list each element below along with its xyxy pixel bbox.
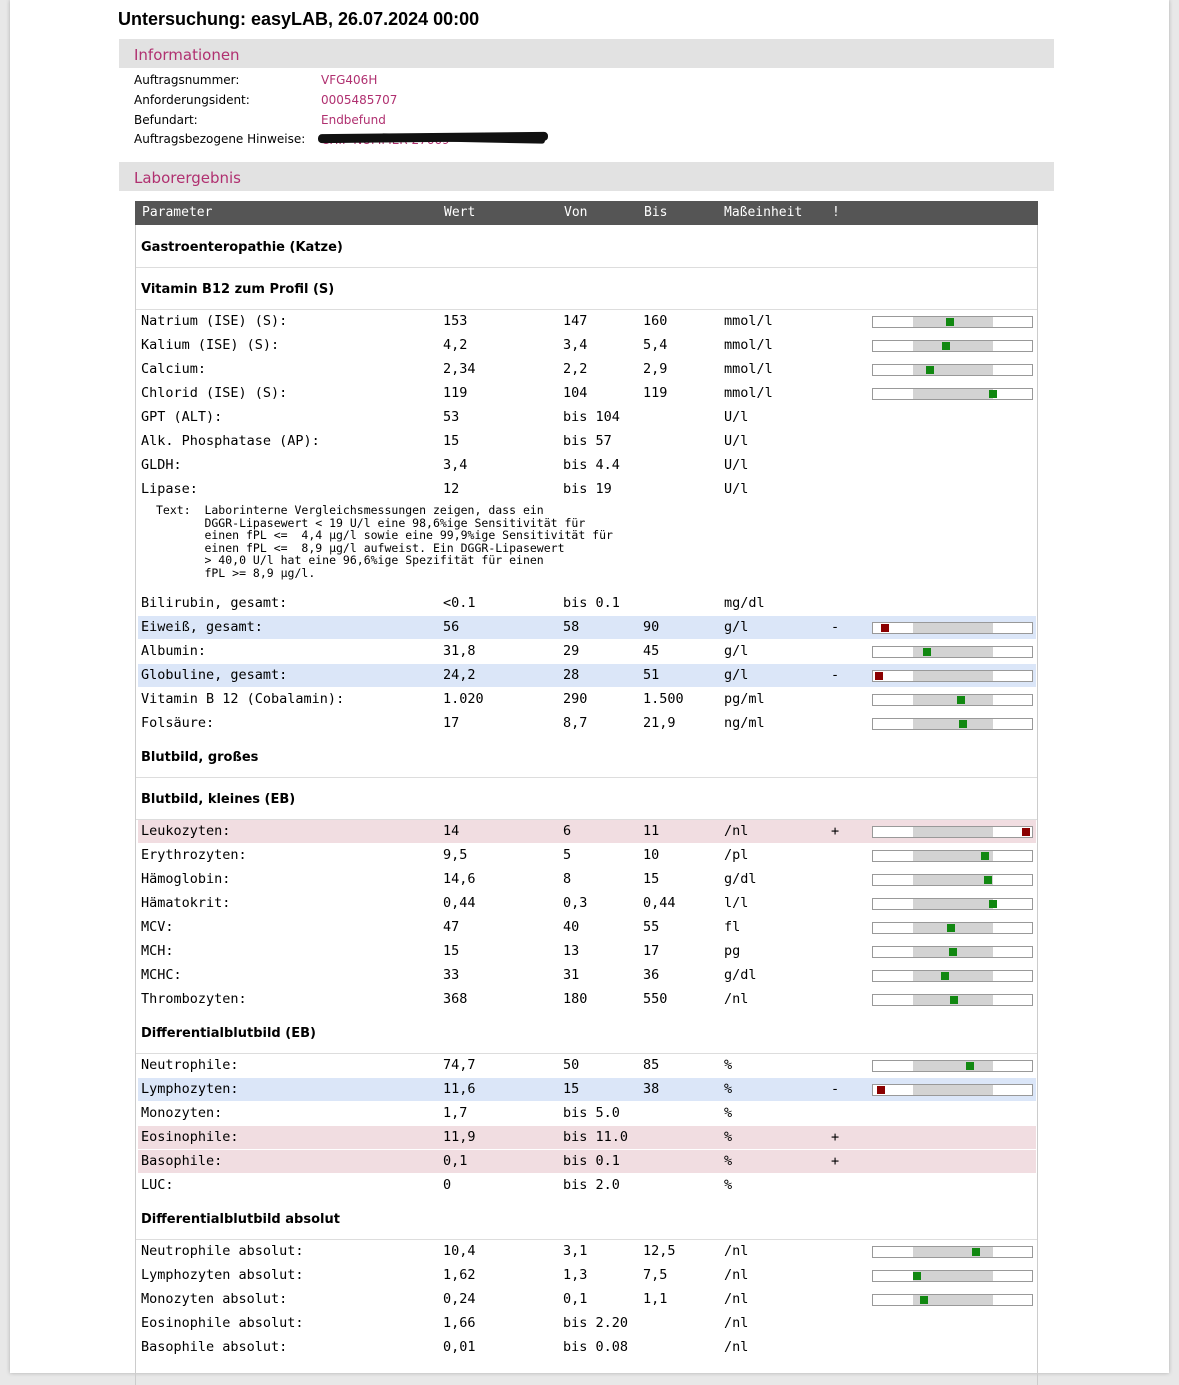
table-row — [138, 1150, 1036, 1173]
range-bar — [872, 364, 1033, 376]
range-marker — [989, 900, 997, 908]
group-header — [136, 225, 1037, 268]
info-label: Befundart: — [134, 113, 198, 127]
unit-cell: % — [724, 1056, 733, 1073]
group-title: Differentialblutbild absolut — [141, 1212, 340, 1227]
group-title: Differentialblutbild (EB) — [141, 1026, 316, 1041]
range-marker — [966, 1062, 974, 1070]
group-title: Vitamin B12 zum Profil (S) — [141, 282, 335, 297]
parameter-cell: Thrombozyten: — [141, 990, 247, 1007]
von-cell: 3,4 — [563, 336, 588, 353]
bis-cell: 12,5 — [643, 1242, 676, 1259]
info-label: Auftragsbezogene Hinweise: — [134, 132, 306, 146]
parameter-cell: Globuline, gesamt: — [141, 666, 288, 683]
value-cell: 53 — [443, 408, 460, 425]
lipase-note: Text: Laborinterne Vergleichsmessungen zeigen, dass ein DGGR-Lipasewert < 19 U/l eine 98,6%ige Sensitivität für einen fPL <= 4,4 µg/l sowie eine 99,9%ige Sensitivität für einen fPL <= 8,9 µg/l aufweist. Ein DGGR-Lipasewert > 40,0 U/l hat eine 96,6%ige Spezifität für einen fPL >= 8,9 µg/l. — [156, 503, 613, 580]
parameter-cell: Hämoglobin: — [141, 870, 231, 887]
value-cell: 9,5 — [443, 846, 468, 863]
group-title: Blutbild, großes — [141, 750, 259, 765]
unit-cell: % — [724, 1128, 733, 1145]
table-row — [138, 334, 1036, 357]
range-bar-normal-zone — [913, 1271, 993, 1281]
von-cell: bis 4.4 — [563, 456, 620, 473]
info-label: Auftragsnummer: — [134, 73, 240, 87]
value-cell: 0 — [443, 1176, 452, 1193]
von-cell: 8 — [563, 870, 572, 887]
table-row — [138, 1078, 1036, 1101]
range-bar-normal-zone — [913, 719, 993, 729]
unit-cell: % — [724, 1152, 733, 1169]
range-marker — [989, 390, 997, 398]
value-cell: <0.1 — [443, 594, 476, 611]
unit-cell: g/dl — [724, 870, 757, 887]
value-cell: 14,6 — [443, 870, 476, 887]
table-row — [138, 1288, 1036, 1311]
value-cell: 56 — [443, 618, 460, 635]
von-cell: bis 5.0 — [563, 1104, 620, 1121]
unit-cell: % — [724, 1080, 733, 1097]
range-marker — [1022, 828, 1030, 836]
von-cell: 28 — [563, 666, 580, 683]
range-bar — [872, 316, 1033, 328]
parameter-cell: Basophile: — [141, 1152, 223, 1169]
section-heading: Informationen — [134, 46, 240, 64]
table-row — [138, 712, 1036, 735]
range-bar — [872, 826, 1033, 838]
flag-cell: + — [831, 822, 840, 839]
parameter-cell: Natrium (ISE) (S): — [141, 312, 288, 329]
range-bar — [872, 922, 1033, 934]
table-row — [138, 664, 1036, 687]
table-row — [138, 1174, 1036, 1197]
range-marker — [881, 624, 889, 632]
value-cell: 17 — [443, 714, 460, 731]
parameter-cell: MCH: — [141, 942, 174, 959]
group-header — [136, 735, 1037, 778]
value-cell: 11,6 — [443, 1080, 476, 1097]
bis-cell: 119 — [643, 384, 668, 401]
value-cell: 0,01 — [443, 1338, 476, 1355]
range-bar — [872, 898, 1033, 910]
range-marker — [946, 318, 954, 326]
bis-cell: 160 — [643, 312, 668, 329]
value-cell: 31,8 — [443, 642, 476, 659]
range-bar — [872, 1060, 1033, 1072]
unit-cell: /nl — [724, 990, 749, 1007]
range-bar-normal-zone — [913, 1085, 993, 1095]
von-cell: 290 — [563, 690, 588, 707]
flag-cell: - — [831, 666, 840, 683]
von-cell: 58 — [563, 618, 580, 635]
unit-cell: mmol/l — [724, 360, 773, 377]
bis-cell: 90 — [643, 618, 660, 635]
range-marker — [981, 852, 989, 860]
table-row — [138, 310, 1036, 333]
von-cell: 147 — [563, 312, 588, 329]
table-row — [138, 358, 1036, 381]
parameter-cell: Leukozyten: — [141, 822, 231, 839]
group-header — [136, 267, 1037, 310]
von-cell: 180 — [563, 990, 588, 1007]
unit-cell: /nl — [724, 1290, 749, 1307]
von-cell: bis 2.0 — [563, 1176, 620, 1193]
table-row — [138, 406, 1036, 429]
unit-cell: mmol/l — [724, 336, 773, 353]
range-marker — [950, 996, 958, 1004]
range-bar-normal-zone — [913, 623, 993, 633]
bis-cell: 45 — [643, 642, 660, 659]
value-cell: 47 — [443, 918, 460, 935]
table-row — [138, 1312, 1036, 1335]
parameter-cell: Bilirubin, gesamt: — [141, 594, 288, 611]
parameter-cell: Lipase: — [141, 480, 198, 497]
column-header: ! — [832, 205, 840, 220]
flag-cell: + — [831, 1152, 840, 1169]
column-header: Bis — [644, 205, 668, 220]
table-row — [138, 892, 1036, 915]
unit-cell: l/l — [724, 894, 749, 911]
value-cell: 3,4 — [443, 456, 468, 473]
unit-cell: pg/ml — [724, 690, 765, 707]
value-cell: 2,34 — [443, 360, 476, 377]
range-bar-normal-zone — [913, 389, 993, 399]
value-cell: 1,7 — [443, 1104, 468, 1121]
flag-cell: + — [831, 1128, 840, 1145]
group-header — [136, 777, 1037, 820]
bis-cell: 5,4 — [643, 336, 668, 353]
table-row — [138, 964, 1036, 987]
value-cell: 0,1 — [443, 1152, 468, 1169]
parameter-cell: Neutrophile: — [141, 1056, 239, 1073]
parameter-cell: Eosinophile absolut: — [141, 1314, 304, 1331]
value-cell: 11,9 — [443, 1128, 476, 1145]
group-header — [136, 1197, 1037, 1240]
table-row — [138, 1102, 1036, 1125]
bis-cell: 7,5 — [643, 1266, 668, 1283]
range-bar-normal-zone — [913, 341, 993, 351]
table-row — [138, 640, 1036, 663]
table-row — [138, 988, 1036, 1011]
range-bar — [872, 850, 1033, 862]
von-cell: 104 — [563, 384, 588, 401]
parameter-cell: Calcium: — [141, 360, 207, 377]
range-bar — [872, 1084, 1033, 1096]
range-bar — [872, 646, 1033, 658]
von-cell: bis 0.1 — [563, 594, 620, 611]
value-cell: 1,66 — [443, 1314, 476, 1331]
value-cell: 15 — [443, 942, 460, 959]
unit-cell: U/l — [724, 432, 749, 449]
unit-cell: g/dl — [724, 966, 757, 983]
bis-cell: 15 — [643, 870, 660, 887]
value-cell: 4,2 — [443, 336, 468, 353]
table-row — [138, 868, 1036, 891]
range-bar — [872, 694, 1033, 706]
value-cell: 1,62 — [443, 1266, 476, 1283]
bis-cell: 38 — [643, 1080, 660, 1097]
unit-cell: U/l — [724, 456, 749, 473]
table-row — [138, 916, 1036, 939]
parameter-cell: Eiweiß, gesamt: — [141, 618, 263, 635]
von-cell: bis 57 — [563, 432, 612, 449]
section-laborergebnis — [119, 162, 1054, 191]
range-marker — [923, 648, 931, 656]
von-cell: bis 104 — [563, 408, 620, 425]
range-marker — [926, 366, 934, 374]
info-value: Endbefund — [321, 113, 386, 127]
range-bar — [872, 718, 1033, 730]
von-cell: 5 — [563, 846, 572, 863]
bis-cell: 17 — [643, 942, 660, 959]
table-row — [138, 382, 1036, 405]
value-cell: 24,2 — [443, 666, 476, 683]
table-row — [138, 940, 1036, 963]
range-marker — [947, 924, 955, 932]
table-row — [138, 1240, 1036, 1263]
value-cell: 1.020 — [443, 690, 484, 707]
von-cell: 15 — [563, 1080, 580, 1097]
unit-cell: mmol/l — [724, 384, 773, 401]
von-cell: bis 19 — [563, 480, 612, 497]
info-value: VFG406H — [321, 73, 378, 87]
table-row — [138, 454, 1036, 477]
parameter-cell: Lymphozyten: — [141, 1080, 239, 1097]
unit-cell: % — [724, 1104, 733, 1121]
parameter-cell: Erythrozyten: — [141, 846, 247, 863]
bis-cell: 1.500 — [643, 690, 684, 707]
bis-cell: 55 — [643, 918, 660, 935]
value-cell: 15 — [443, 432, 460, 449]
table-row — [138, 1126, 1036, 1149]
range-marker — [941, 972, 949, 980]
unit-cell: U/l — [724, 480, 749, 497]
parameter-cell: Vitamin B 12 (Cobalamin): — [141, 690, 345, 707]
parameter-cell: Hämatokrit: — [141, 894, 231, 911]
von-cell: 40 — [563, 918, 580, 935]
range-bar-normal-zone — [913, 1061, 993, 1071]
range-bar-normal-zone — [913, 695, 993, 705]
unit-cell: /pl — [724, 846, 749, 863]
range-marker — [942, 342, 950, 350]
value-cell: 33 — [443, 966, 460, 983]
range-bar — [872, 340, 1033, 352]
parameter-cell: MCHC: — [141, 966, 182, 983]
parameter-cell: GLDH: — [141, 456, 182, 473]
table-row — [138, 430, 1036, 453]
value-cell: 74,7 — [443, 1056, 476, 1073]
range-bar-normal-zone — [913, 899, 993, 909]
range-marker — [920, 1296, 928, 1304]
parameter-cell: MCV: — [141, 918, 174, 935]
value-cell: 368 — [443, 990, 468, 1007]
range-marker — [972, 1248, 980, 1256]
table-row — [138, 844, 1036, 867]
bis-cell: 21,9 — [643, 714, 676, 731]
range-bar — [872, 1270, 1033, 1282]
table-row — [138, 592, 1036, 615]
value-cell: 12 — [443, 480, 460, 497]
group-title: Gastroenteropathie (Katze) — [141, 240, 343, 255]
unit-cell: fl — [724, 918, 741, 935]
von-cell: 0,1 — [563, 1290, 588, 1307]
table-row — [138, 1336, 1036, 1359]
unit-cell: mmol/l — [724, 312, 773, 329]
bis-cell: 2,9 — [643, 360, 668, 377]
page-title: Untersuchung: easyLAB, 26.07.2024 00:00 — [118, 9, 480, 29]
column-header: Maßeinheit — [724, 205, 803, 220]
von-cell: 3,1 — [563, 1242, 588, 1259]
group-header — [136, 1011, 1037, 1054]
value-cell: 10,4 — [443, 1242, 476, 1259]
column-header: Wert — [444, 205, 476, 220]
bis-cell: 10 — [643, 846, 660, 863]
von-cell: 1,3 — [563, 1266, 588, 1283]
parameter-cell: Neutrophile absolut: — [141, 1242, 304, 1259]
range-marker — [913, 1272, 921, 1280]
range-bar — [872, 1246, 1033, 1258]
von-cell: 6 — [563, 822, 572, 839]
unit-cell: mg/dl — [724, 594, 765, 611]
parameter-cell: Monozyten: — [141, 1104, 223, 1121]
unit-cell: g/l — [724, 666, 749, 683]
range-bar — [872, 388, 1033, 400]
unit-cell: % — [724, 1176, 733, 1193]
range-bar — [872, 1294, 1033, 1306]
von-cell: 50 — [563, 1056, 580, 1073]
table-row — [138, 1054, 1036, 1077]
parameter-cell: Albumin: — [141, 642, 207, 659]
parameter-cell: Folsäure: — [141, 714, 215, 731]
flag-cell: - — [831, 1080, 840, 1097]
info-label: Anforderungsident: — [134, 93, 250, 107]
range-bar-normal-zone — [913, 971, 993, 981]
parameter-cell: Chlorid (ISE) (S): — [141, 384, 288, 401]
parameter-cell: LUC: — [141, 1176, 174, 1193]
bis-cell: 0,44 — [643, 894, 676, 911]
parameter-cell: Alk. Phosphatase (AP): — [141, 432, 320, 449]
group-title: Blutbild, kleines (EB) — [141, 792, 296, 807]
range-marker — [984, 876, 992, 884]
bis-cell: 51 — [643, 666, 660, 683]
von-cell: bis 11.0 — [563, 1128, 629, 1145]
value-cell: 153 — [443, 312, 468, 329]
parameter-cell: Eosinophile: — [141, 1128, 239, 1145]
table-header — [135, 201, 1038, 225]
unit-cell: /nl — [724, 1314, 749, 1331]
range-bar-normal-zone — [913, 1247, 993, 1257]
unit-cell: /nl — [724, 822, 749, 839]
bis-cell: 36 — [643, 966, 660, 983]
range-marker — [957, 696, 965, 704]
parameter-cell: Basophile absolut: — [141, 1338, 288, 1355]
range-bar — [872, 622, 1033, 634]
von-cell: 31 — [563, 966, 580, 983]
flag-cell: - — [831, 618, 840, 635]
range-bar — [872, 970, 1033, 982]
range-bar — [872, 874, 1033, 886]
bis-cell: 11 — [643, 822, 660, 839]
unit-cell: ng/ml — [724, 714, 765, 731]
von-cell: 0,3 — [563, 894, 588, 911]
von-cell: 2,2 — [563, 360, 588, 377]
range-bar — [872, 670, 1033, 682]
bis-cell: 85 — [643, 1056, 660, 1073]
range-bar-normal-zone — [913, 875, 993, 885]
unit-cell: g/l — [724, 618, 749, 635]
table-row — [138, 1264, 1036, 1287]
table-body — [135, 225, 1038, 1385]
range-bar — [872, 946, 1033, 958]
unit-cell: U/l — [724, 408, 749, 425]
bis-cell: 1,1 — [643, 1290, 668, 1307]
value-cell: 0,24 — [443, 1290, 476, 1307]
table-row — [138, 820, 1036, 843]
unit-cell: /nl — [724, 1242, 749, 1259]
unit-cell: /nl — [724, 1266, 749, 1283]
parameter-cell: Kalium (ISE) (S): — [141, 336, 280, 353]
von-cell: 13 — [563, 942, 580, 959]
unit-cell: pg — [724, 942, 741, 959]
von-cell: bis 0.08 — [563, 1338, 629, 1355]
bis-cell: 550 — [643, 990, 668, 1007]
range-marker — [949, 948, 957, 956]
range-bar — [872, 994, 1033, 1006]
range-bar-normal-zone — [913, 671, 993, 681]
value-cell: 0,44 — [443, 894, 476, 911]
von-cell: bis 0.1 — [563, 1152, 620, 1169]
unit-cell: g/l — [724, 642, 749, 659]
table-row — [138, 688, 1036, 711]
unit-cell: /nl — [724, 1338, 749, 1355]
parameter-cell: Monozyten absolut: — [141, 1290, 288, 1307]
range-marker — [959, 720, 967, 728]
range-bar-normal-zone — [913, 827, 993, 837]
range-marker — [875, 672, 883, 680]
info-value: 0005485707 — [321, 93, 398, 107]
von-cell: 29 — [563, 642, 580, 659]
column-header: Parameter — [142, 205, 213, 220]
von-cell: bis 2.20 — [563, 1314, 629, 1331]
value-cell: 14 — [443, 822, 460, 839]
section-heading: Laborergebnis — [134, 169, 241, 187]
parameter-cell: Lymphozyten absolut: — [141, 1266, 304, 1283]
section-informationen — [119, 39, 1054, 68]
range-marker — [877, 1086, 885, 1094]
von-cell: 8,7 — [563, 714, 588, 731]
parameter-cell: GPT (ALT): — [141, 408, 223, 425]
value-cell: 119 — [443, 384, 468, 401]
table-row — [138, 616, 1036, 639]
column-header: Von — [564, 205, 588, 220]
table-row — [138, 478, 1036, 501]
